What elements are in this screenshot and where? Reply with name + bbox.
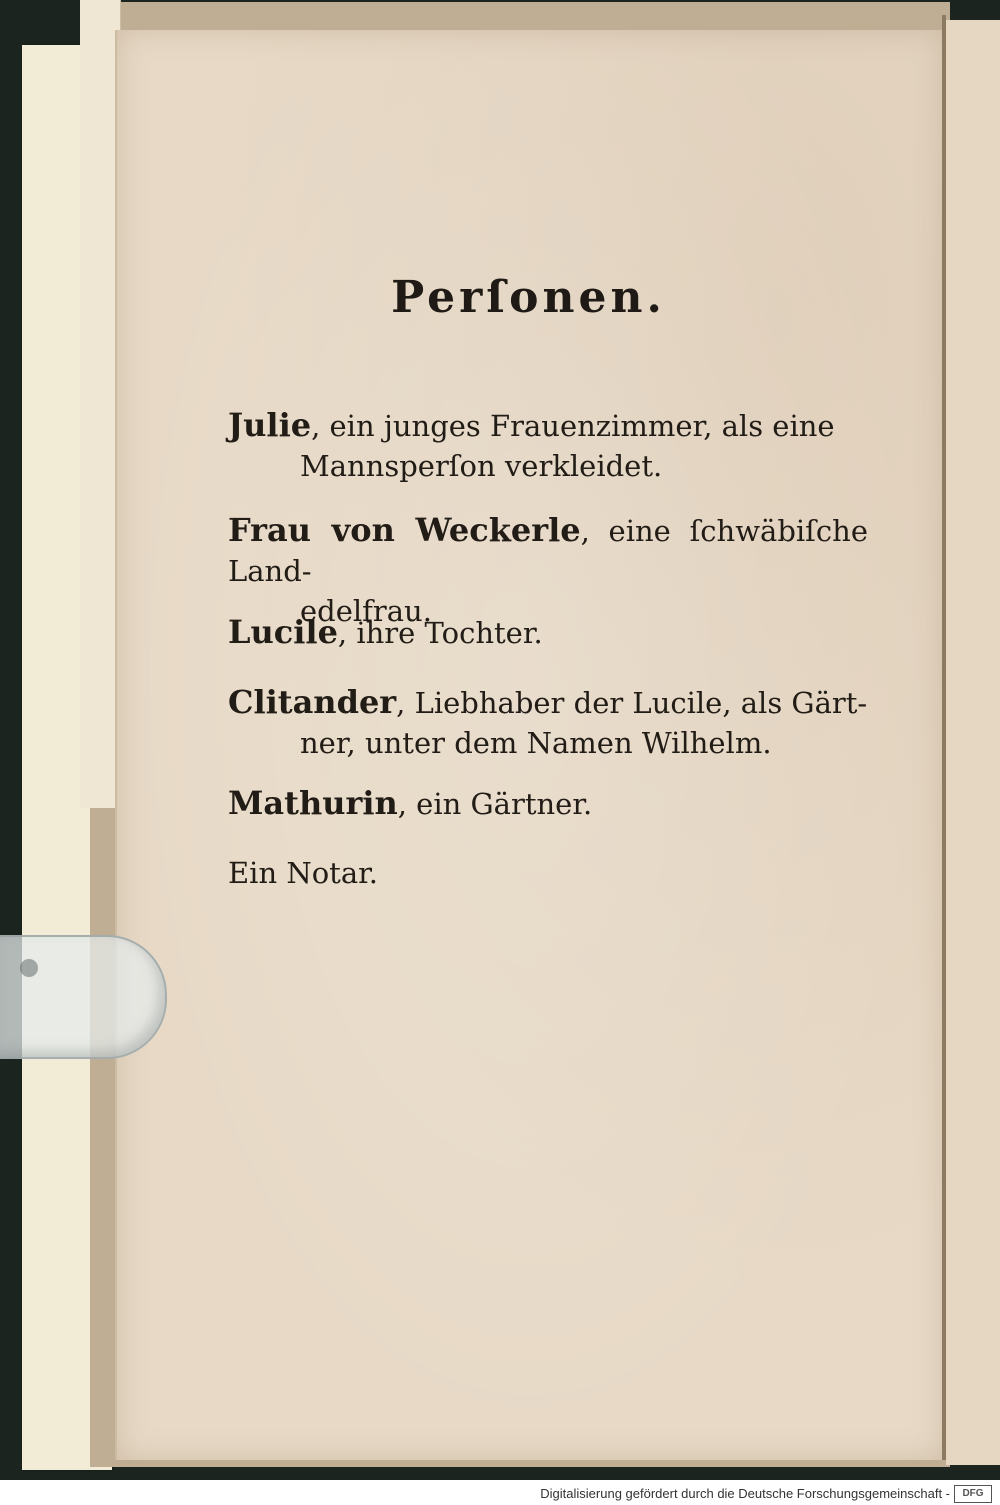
character-description: , ein junges Frauenzimmer, als eine [311,409,835,443]
footer-credit: Digitalisierung gefördert durch die Deutsche Forschungsgemeinschaft - [540,1486,950,1501]
clip-hole [20,959,38,977]
character-entry-notar [228,853,868,893]
character-description: , Liebhaber der Lucile, als Gärt- [396,686,868,720]
character-description: , ihre Tochter. [337,616,543,650]
character-description-continued: edelfrau. [300,594,432,628]
character-name: Mathurin [228,784,398,822]
character-entry-mathurin [228,783,868,824]
character-name: Frau von Weckerle [228,511,581,549]
dfg-logo-icon: DFG [954,1485,992,1503]
character-description: Ein Notar. [228,856,379,890]
character-description-continued: Mannsperſon verkleidet. [300,449,663,483]
facing-page-edge [946,20,1000,1465]
character-name: Clitander [228,683,397,721]
character-description: , ein Gärtner. [397,787,593,821]
page-clip-icon [0,935,167,1059]
character-entry-julie [228,405,868,486]
character-description: , eine ſchwäbiſche Land- [228,514,868,588]
character-name: Lucile [228,613,338,651]
character-description-continued: ner, unter dem Namen Wilhelm. [300,726,772,760]
character-name: Julie [228,406,312,444]
character-entry-clitander [228,682,868,763]
page-title: Perſonen. [391,272,666,323]
character-entry-lucile [228,612,868,653]
